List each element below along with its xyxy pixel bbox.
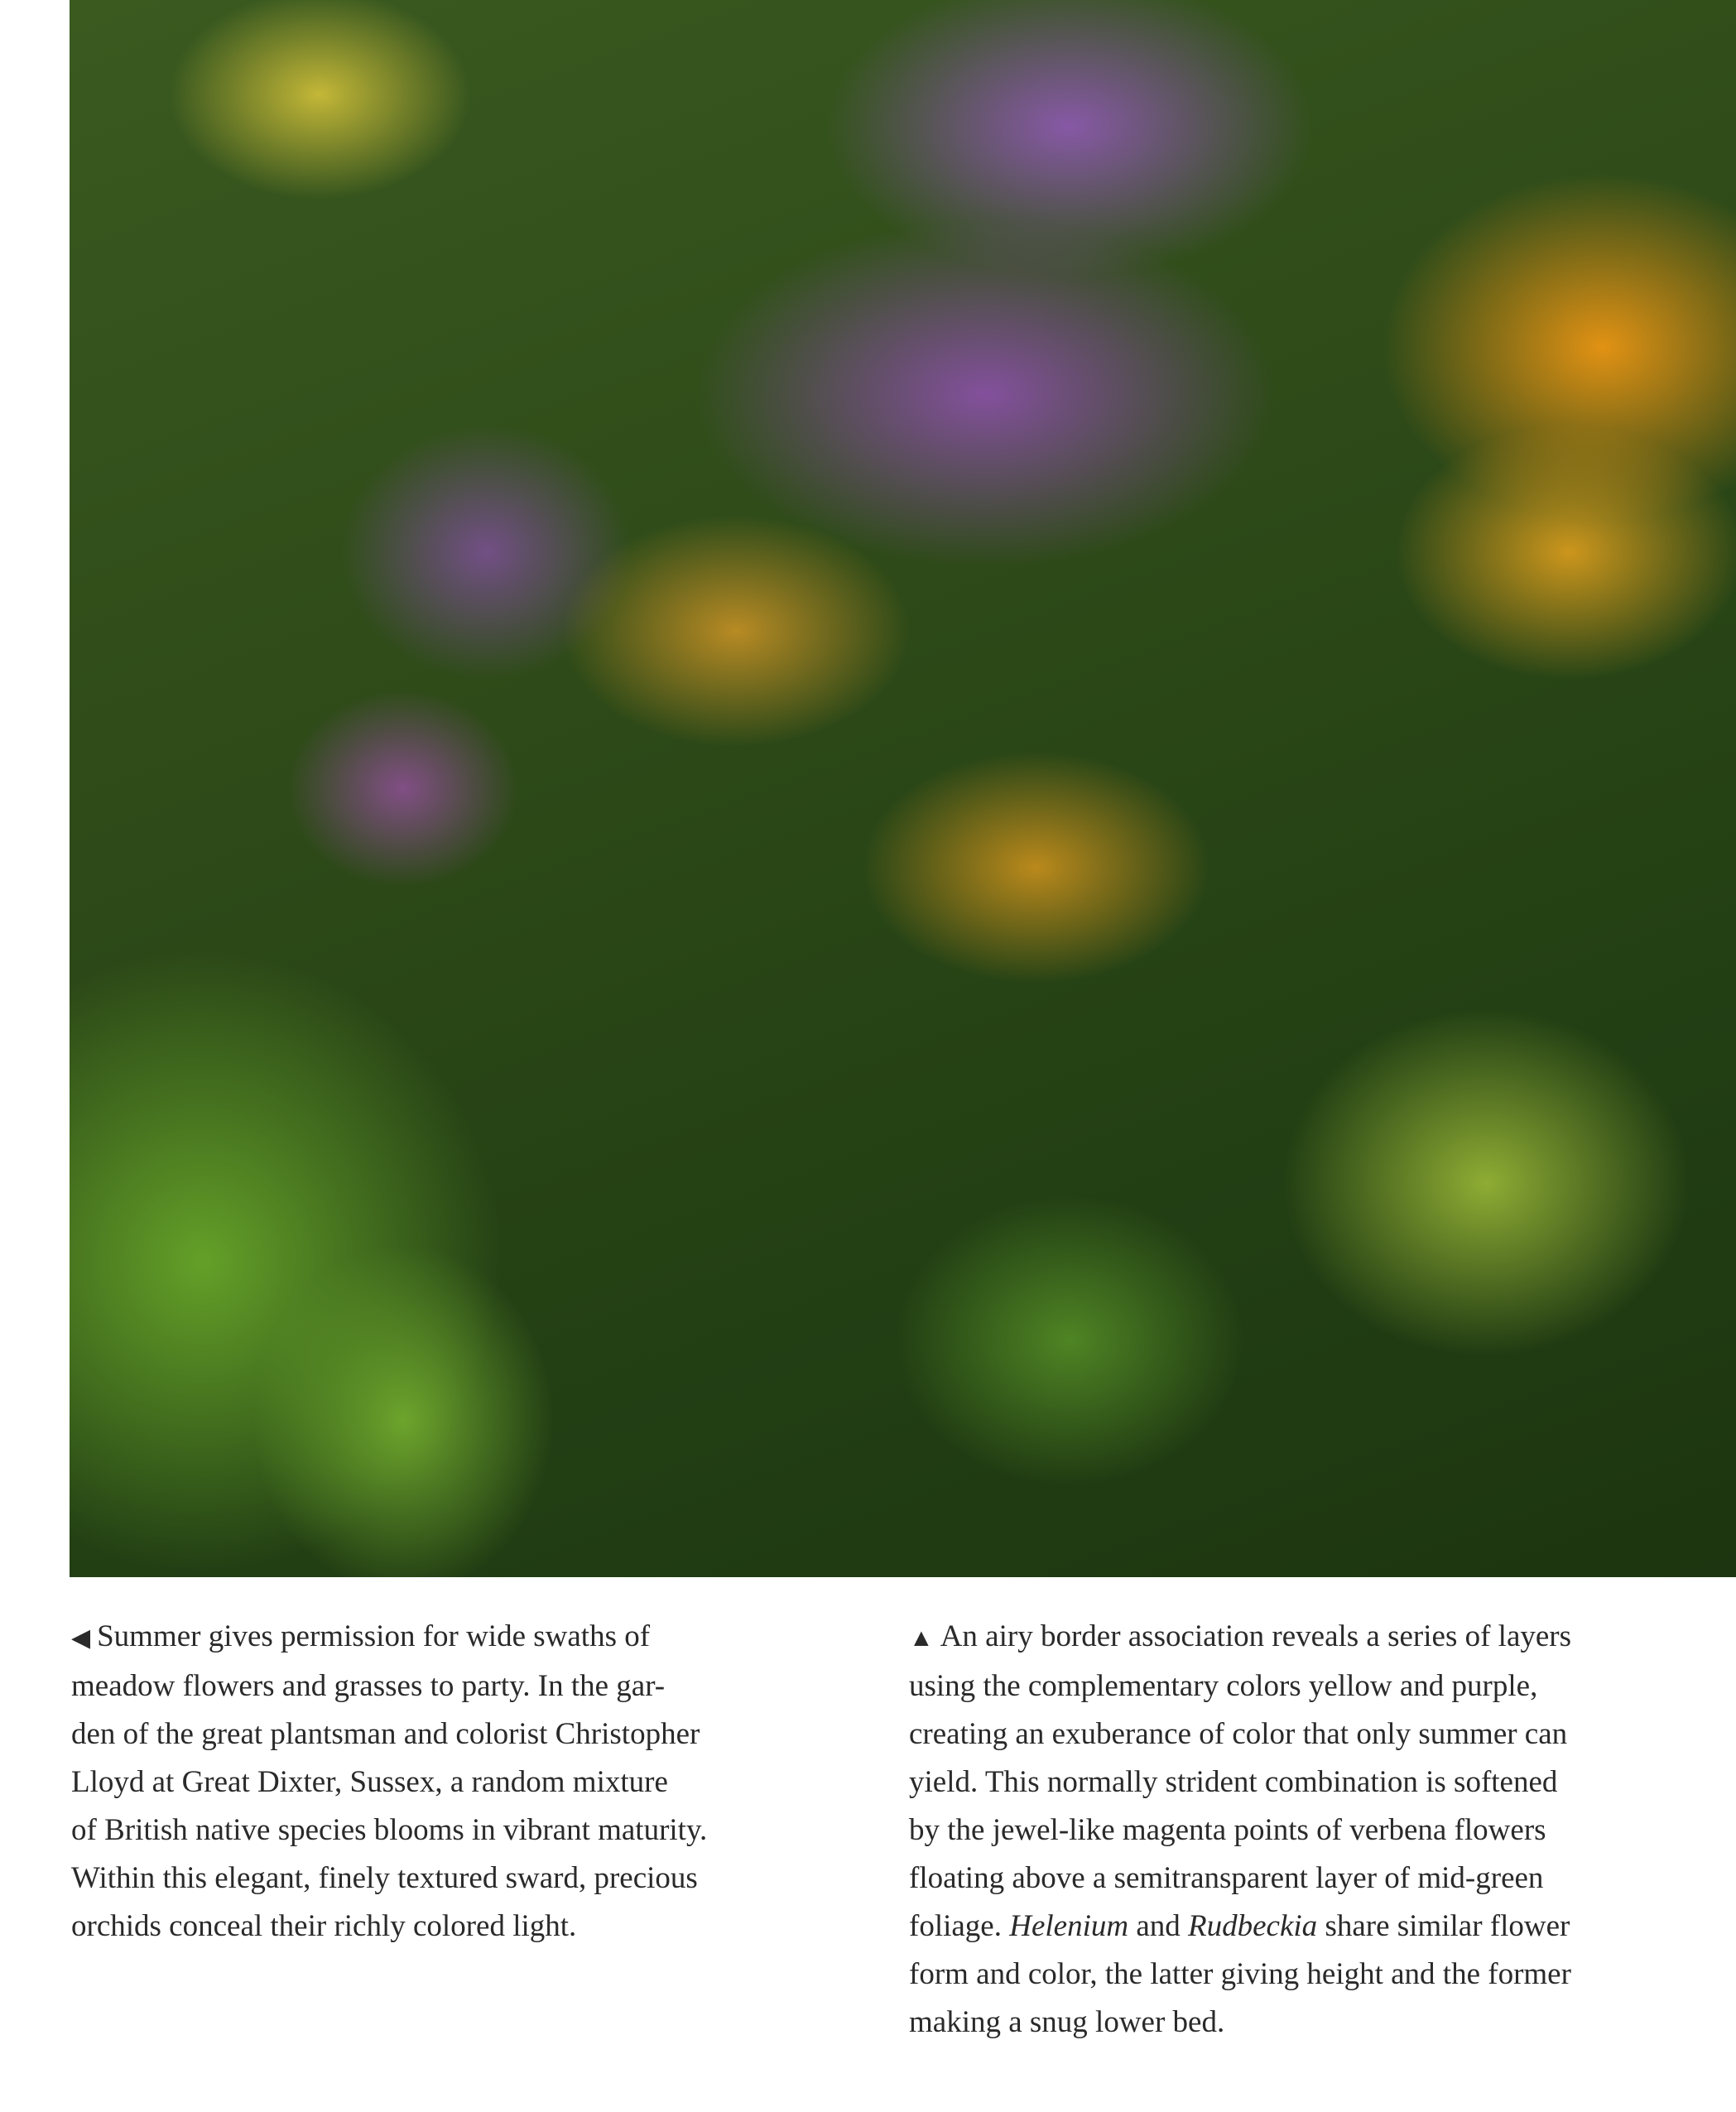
garden-border-photo [70,0,1736,1577]
species-name: Rudbeckia [1188,1909,1318,1943]
caption-line: making a snug lower bed. [909,2005,1225,2039]
caption-text: and [1128,1909,1189,1943]
species-name: Helenium [1009,1909,1129,1943]
caption-line [71,1613,707,1662]
caption-line [909,1903,1571,1951]
caption-line: by the jewel-like magenta points of verbena flowers [909,1813,1546,1847]
caption-line: yield. This normally strident combination is softened [909,1765,1558,1799]
caption-line [909,1613,1571,1662]
triangle-left-icon: ◀ [71,1624,91,1652]
caption-left [71,1613,707,1951]
caption-line: of British native species blooms in vibrant maturity. [71,1813,708,1847]
caption-line: Lloyd at Great Dixter, Sussex, a random mixture [71,1765,668,1799]
caption-line: floating above a semitransparent layer of mid-green [909,1861,1544,1895]
caption-text: Summer gives permission for wide swaths of [97,1619,651,1653]
caption-text: share similar flower [1317,1909,1570,1943]
caption-line: form and color, the latter giving height and the former [909,1957,1571,1991]
triangle-up-icon: ▲ [909,1624,934,1652]
caption-line: meadow flowers and grasses to party. In the gar- [71,1669,666,1703]
caption-line: creating an exuberance of color that only summer can [909,1717,1568,1751]
caption-line: Within this elegant, finely textured sward, precious [71,1861,698,1895]
caption-text: foliage. [909,1909,1010,1943]
caption-line: using the complementary colors yellow and purple, [909,1669,1538,1703]
caption-right [909,1613,1571,2047]
caption-line: orchids conceal their richly colored light. [71,1909,577,1943]
caption-text: An airy border association reveals a series of layers [940,1619,1572,1653]
caption-line: den of the great plantsman and colorist Christopher [71,1717,700,1751]
